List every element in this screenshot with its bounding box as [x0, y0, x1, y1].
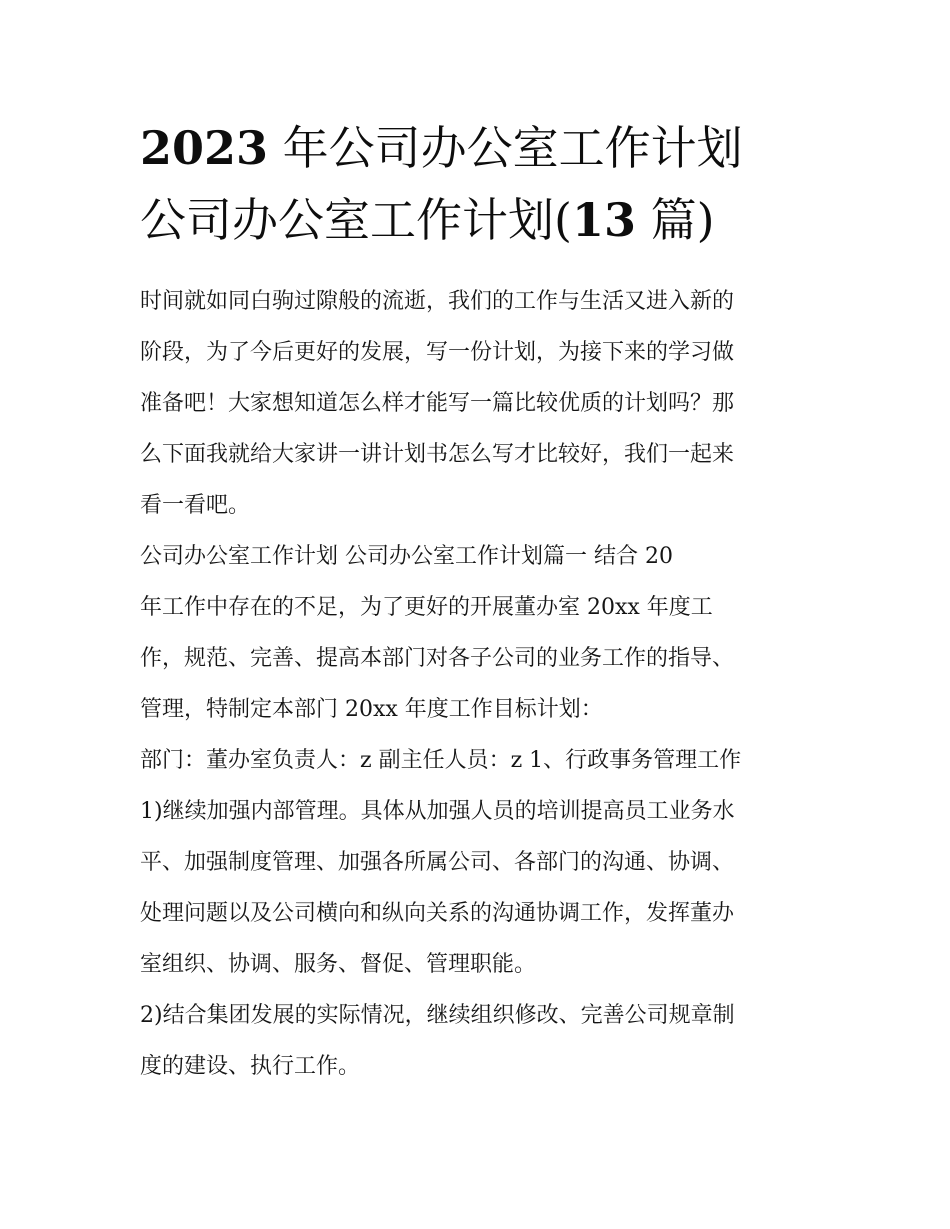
body-line: 准备吧！大家想知道怎么样才能写一篇比较优质的计划吗？那 [140, 391, 735, 416]
document-title [140, 112, 830, 256]
title-line-2-text-b: 篇) [635, 193, 715, 247]
document-body [140, 276, 820, 1092]
body-line: 么下面我就给大家讲一讲计划书怎么写才比较好，我们一起来 [140, 442, 735, 467]
body-line: 平、加强制度管理、加强各所属公司、各部门的沟通、协调、 [140, 850, 735, 875]
title-line-1 [140, 112, 830, 184]
title-line-1-text: 年公司办公室工作计划 [268, 121, 743, 175]
body-line: 处理问题以及公司横向和纵向关系的沟通协调工作，发挥董办 [140, 901, 735, 926]
body-line: 阶段，为了今后更好的发展，写一份计划，为接下来的学习做 [140, 340, 735, 365]
title-year: 2023 [140, 121, 269, 175]
body-line: 时间就如同白驹过隙般的流逝，我们的工作与生活又进入新的 [140, 289, 735, 314]
body-line: 部门：董办室负责人：z 副主任人员：z 1、行政事务管理工作 [140, 748, 742, 773]
body-line: 公司办公室工作计划 公司办公室工作计划篇一 结合 20 [140, 544, 673, 569]
body-line: 作，规范、完善、提高本部门对各子公司的业务工作的指导、 [140, 646, 735, 671]
title-count: 13 [571, 193, 636, 247]
body-line: 室组织、协调、服务、督促、管理职能。 [140, 952, 537, 977]
body-line: 年工作中存在的不足，为了更好的开展董办室 20xx 年度工 [140, 595, 713, 620]
body-line: 管理，特制定本部门 20xx 年度工作目标计划： [140, 697, 603, 722]
body-line: 看一看吧。 [140, 493, 251, 518]
title-line-2 [140, 184, 830, 256]
body-line: 1)继续加强内部管理。具体从加强人员的培训提高员工业务水 [140, 799, 735, 824]
body-line: 2)结合集团发展的实际情况，继续组织修改、完善公司规章制 [140, 1003, 735, 1028]
title-line-2-text-a: 公司办公室工作计划( [140, 193, 572, 247]
body-line: 度的建设、执行工作。 [140, 1054, 361, 1079]
